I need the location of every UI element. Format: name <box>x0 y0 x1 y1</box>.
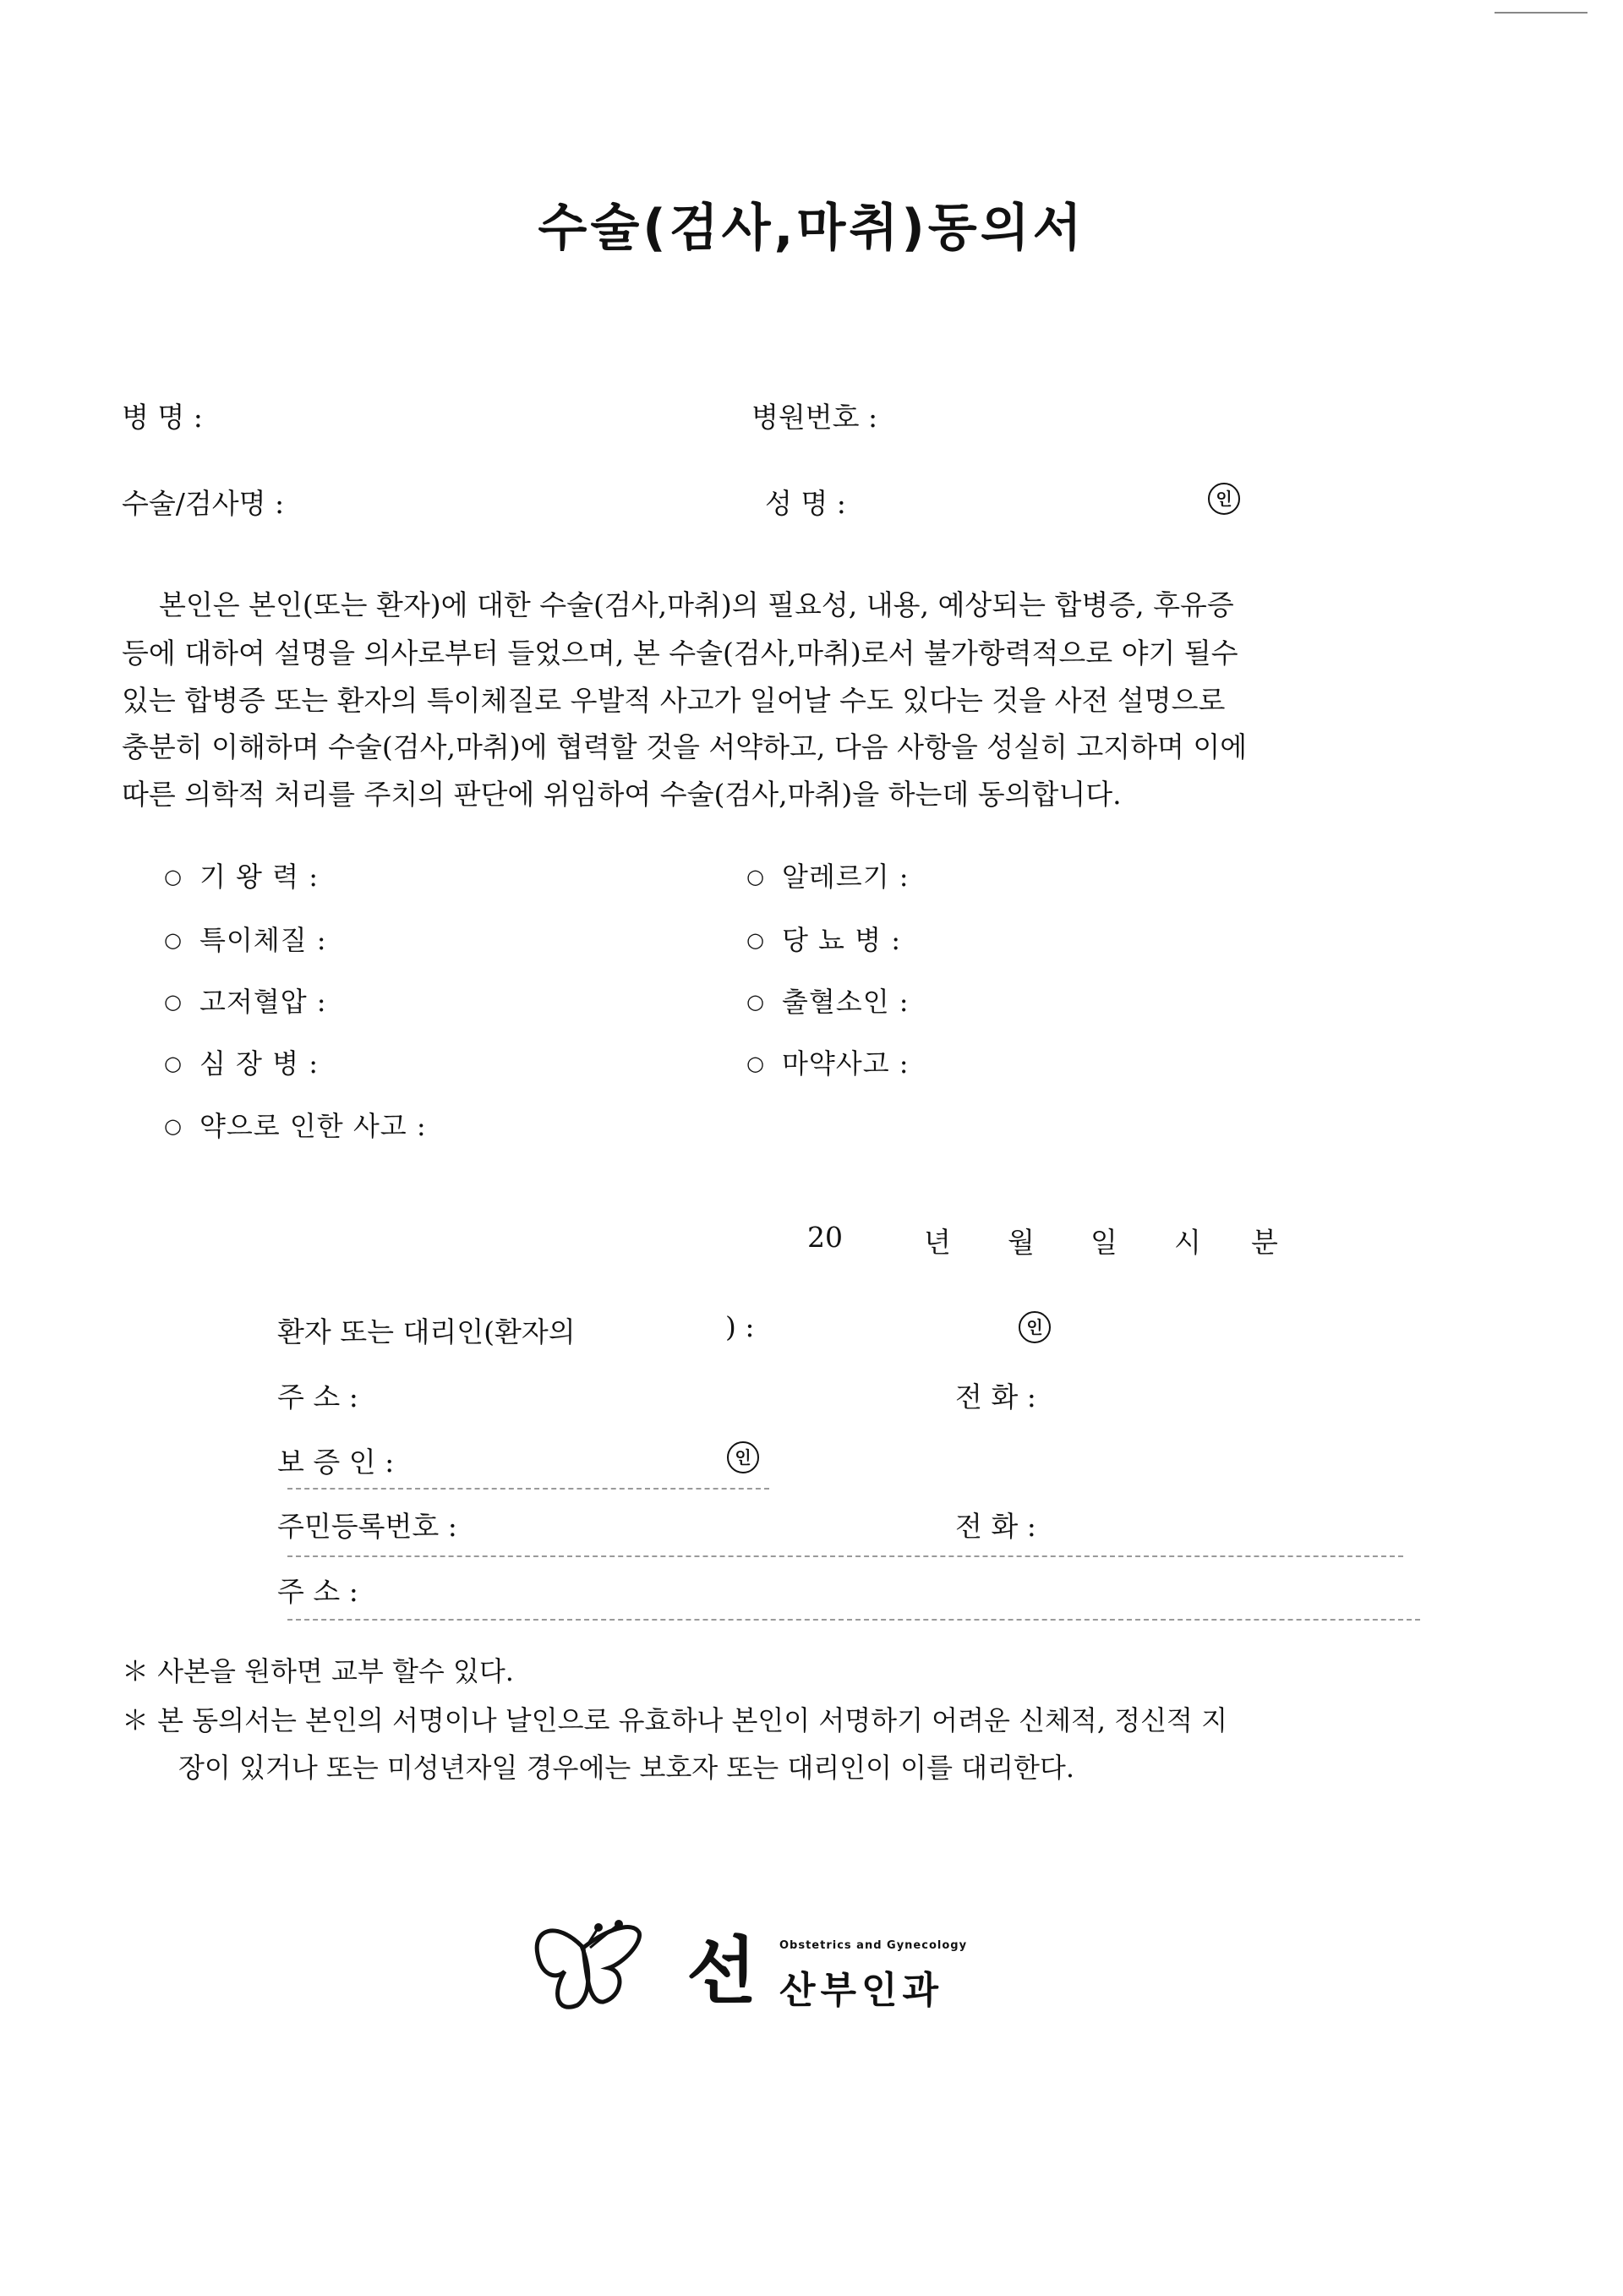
date-day-unit: 일 <box>1090 1226 1118 1259</box>
circle-bullet-icon: ○ <box>164 1052 183 1075</box>
consent-line: 등에 대하여 설명을 의사로부터 들었으며, 본 수술(검사,마취)로서 불가항력적으로 야기 될수 <box>122 637 1238 670</box>
clinic-logo-subtitle: Obstetrics and Gynecology <box>779 1939 968 1952</box>
agent-seal-mark: 인 <box>1019 1311 1051 1343</box>
note-copy: ＊ 사본을 원하면 교부 할수 있다. <box>122 1655 514 1687</box>
circle-bullet-icon: ○ <box>164 990 183 1014</box>
date-year: 20 <box>807 1221 843 1254</box>
history-item-narcotic-accident: ○ 마약사고 : <box>746 1047 910 1080</box>
date-month-unit: 월 <box>1008 1226 1035 1259</box>
guarantor-underline <box>287 1488 769 1490</box>
consent-line: 충분히 이해하며 수술(검사,마취)에 협력할 것을 서약하고, 다음 사항을 성실히 고지하며 이에 <box>122 730 1248 763</box>
clinic-logo-main: 선 <box>686 1929 757 2014</box>
circle-bullet-icon: ○ <box>746 865 765 888</box>
history-item-drug-accident: ○ 약으로 인한 사고 : <box>164 1110 427 1142</box>
top-margin-line <box>1495 12 1587 14</box>
surgery-name-label: 수술/검사명 : <box>122 487 285 520</box>
note-consent-validity-cont: 장이 있거나 또는 미성년자일 경우에는 보호자 또는 대리인이 이를 대리한다. <box>178 1752 1074 1784</box>
note-consent-validity: ＊ 본 동의서는 본인의 서명이나 날인으로 유효하나 본인이 서명하기 어려운 신체적, 정신적 지 <box>122 1704 1227 1736</box>
resident-number-underline <box>287 1555 1403 1557</box>
date-hour-unit: 시 <box>1174 1226 1201 1259</box>
circle-bullet-icon: ○ <box>164 928 183 952</box>
patient-or-agent-label: 환자 또는 대리인(환자의 <box>277 1315 576 1348</box>
history-item-past-illness: ○ 기 왕 력 : <box>164 861 319 893</box>
guarantor-label: 보 증 인 : <box>277 1446 395 1479</box>
history-item-diabetes: ○ 당 뇨 병 : <box>746 924 901 956</box>
disease-name-label: 병 명 : <box>122 401 203 434</box>
consent-line: 본인은 본인(또는 환자)에 대한 수술(검사,마취)의 필요성, 내용, 예상되는 합병증, 후유증 <box>159 588 1234 621</box>
circle-bullet-icon: ○ <box>746 1052 765 1075</box>
history-item-blood-pressure: ○ 고저혈압 : <box>164 986 327 1018</box>
history-item-allergy: ○ 알레르기 : <box>746 861 910 893</box>
hospital-number-label: 병원번호 : <box>751 401 878 434</box>
patient-name-label: 성 명 : <box>765 487 846 520</box>
consent-line: 따른 의학적 처리를 주치의 판단에 위임하여 수술(검사,마취)을 하는데 동의합니다. <box>122 778 1122 811</box>
history-item-heart-disease: ○ 심 장 병 : <box>164 1047 319 1080</box>
circle-bullet-icon: ○ <box>164 1114 183 1138</box>
address-underline <box>287 1619 1420 1621</box>
consent-line: 있는 합병증 또는 환자의 특이체질로 우발적 사고가 일어날 수도 있다는 것을 사전 설명으로 <box>122 684 1226 717</box>
document-title: 수술(검사,마취)동의서 <box>538 199 1085 258</box>
phone-label-2: 전 화 : <box>955 1510 1036 1543</box>
phone-label: 전 화 : <box>955 1380 1036 1413</box>
clinic-logo-name: 산부인과 <box>779 1969 944 2012</box>
circle-bullet-icon: ○ <box>746 928 765 952</box>
circle-bullet-icon: ○ <box>164 865 183 888</box>
address-label: 주 소 : <box>277 1380 358 1413</box>
address-label-2: 주 소 : <box>277 1575 358 1608</box>
guarantor-seal-mark: 인 <box>727 1441 759 1473</box>
date-minute-unit: 분 <box>1251 1226 1278 1259</box>
butterfly-logo-icon <box>531 1912 683 2022</box>
name-seal-mark: 인 <box>1208 483 1240 515</box>
date-year-unit: 년 <box>924 1226 951 1259</box>
resident-number-label: 주민등록번호 : <box>277 1510 457 1543</box>
circle-bullet-icon: ○ <box>746 990 765 1014</box>
patient-or-agent-close: ) : <box>725 1310 755 1343</box>
history-item-bleeding: ○ 출혈소인 : <box>746 986 910 1018</box>
history-item-idiosyncrasy: ○ 특이체질 : <box>164 924 327 956</box>
